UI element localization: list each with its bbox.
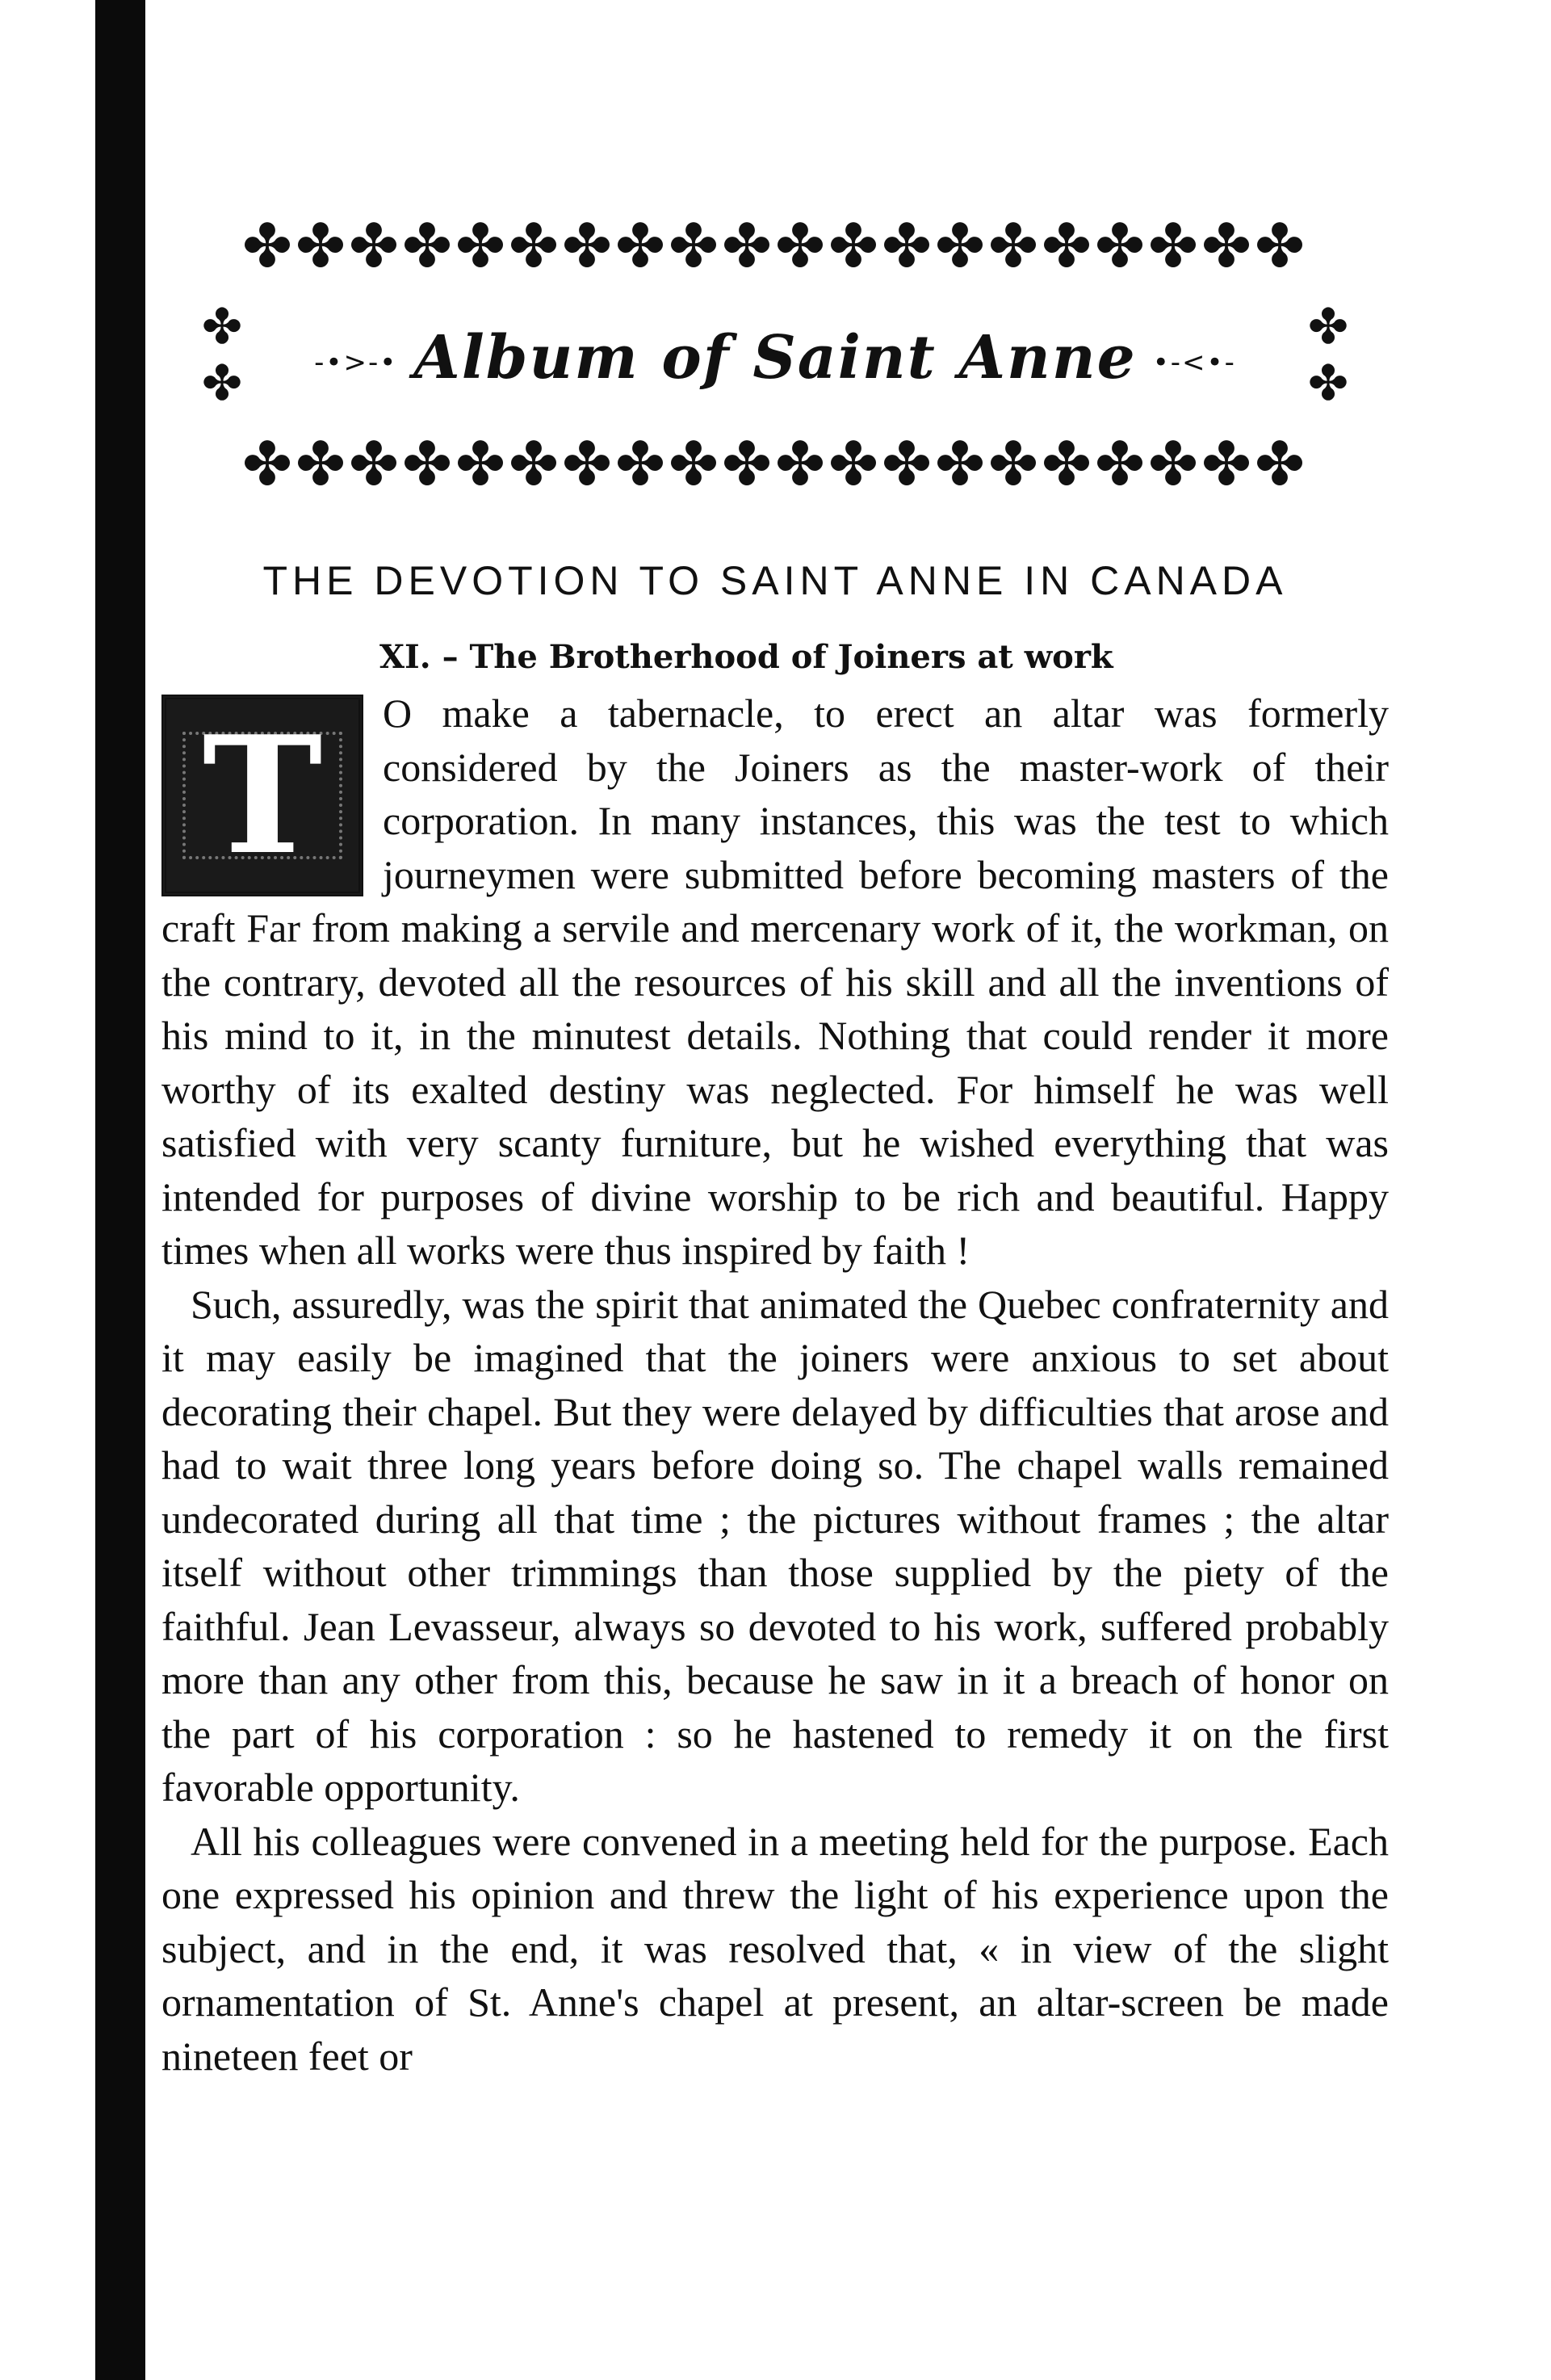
- chapter-title: XI. – The Brotherhood of Joiners at work: [379, 638, 1113, 676]
- ornament-border-top: ✤✤✤✤✤✤✤✤✤✤✤✤✤✤✤✤✤✤✤✤: [241, 212, 1309, 281]
- ornament-border-left: ✤ ✤: [201, 299, 243, 412]
- article-body: [161, 686, 1389, 2083]
- album-title: [178, 323, 1373, 392]
- scan-edge-shadow: [95, 0, 145, 2380]
- title-deco-right: •-<•-: [1152, 346, 1236, 379]
- paragraph-3: All his colleagues were convened in a meeting held for the purpose. Each one expressed his opinion and threw the light of his experience upon the subject, and in the end, it was resolved that, « in view of the slight ornamentation of St. Anne's chapel at present, an altar-screen be made nineteen feet or: [161, 1818, 1389, 2079]
- ornament-border-right: ✤ ✤: [1307, 299, 1349, 412]
- title-deco-left: -•>-•: [314, 346, 398, 379]
- book-page: [161, 186, 1389, 2350]
- drop-cap-initial: [161, 695, 363, 896]
- ornamental-header: [178, 202, 1373, 509]
- ornament-border-bottom: ✤✤✤✤✤✤✤✤✤✤✤✤✤✤✤✤✤✤✤✤: [241, 430, 1309, 499]
- drop-cap-letter: T: [202, 701, 323, 891]
- paragraph-1: O make a tabernacle, to erect an altar was formerly considered by the Joiners as the master-work of their corporation. In many instances, this was the test to which journeymen were submitted before becoming masters of the craft Far from making a servile and mercenary work of it, the workman, on the contrary, devoted all the resources of his skill and all the inventions of his mind to it, in the minutest details. Nothing that could render it more worthy of its exalted destiny was neglected. For himself he was well satisfied with very scanty furniture, but he wished everything that was intended for purposes of divine worship to be rich and beautiful. Happy times when all works were thus inspired by faith !: [161, 690, 1389, 1273]
- album-title-text: Album of Saint Anne: [413, 323, 1137, 392]
- section-title: THE DEVOTION TO SAINT ANNE IN CANADA: [262, 558, 1288, 603]
- paragraph-2: Such, assuredly, was the spirit that animated the Quebec confraternity and it may easily be imagined that the joiners were anxious to set about decorating their chapel. But they were delayed by difficulties that arose and had to wait three long years before doing so. The chapel walls remained undecorated during all that time ; the pictures without frames ; the altar itself without other trimmings than those supplied by the piety of the faithful. Jean Levasseur, always so devoted to his work, suffered probably more than any other from this, because he saw in it a breach of honor on the part of his corporation : so he hastened to remedy it on the first favorable opportunity.: [161, 1281, 1389, 1810]
